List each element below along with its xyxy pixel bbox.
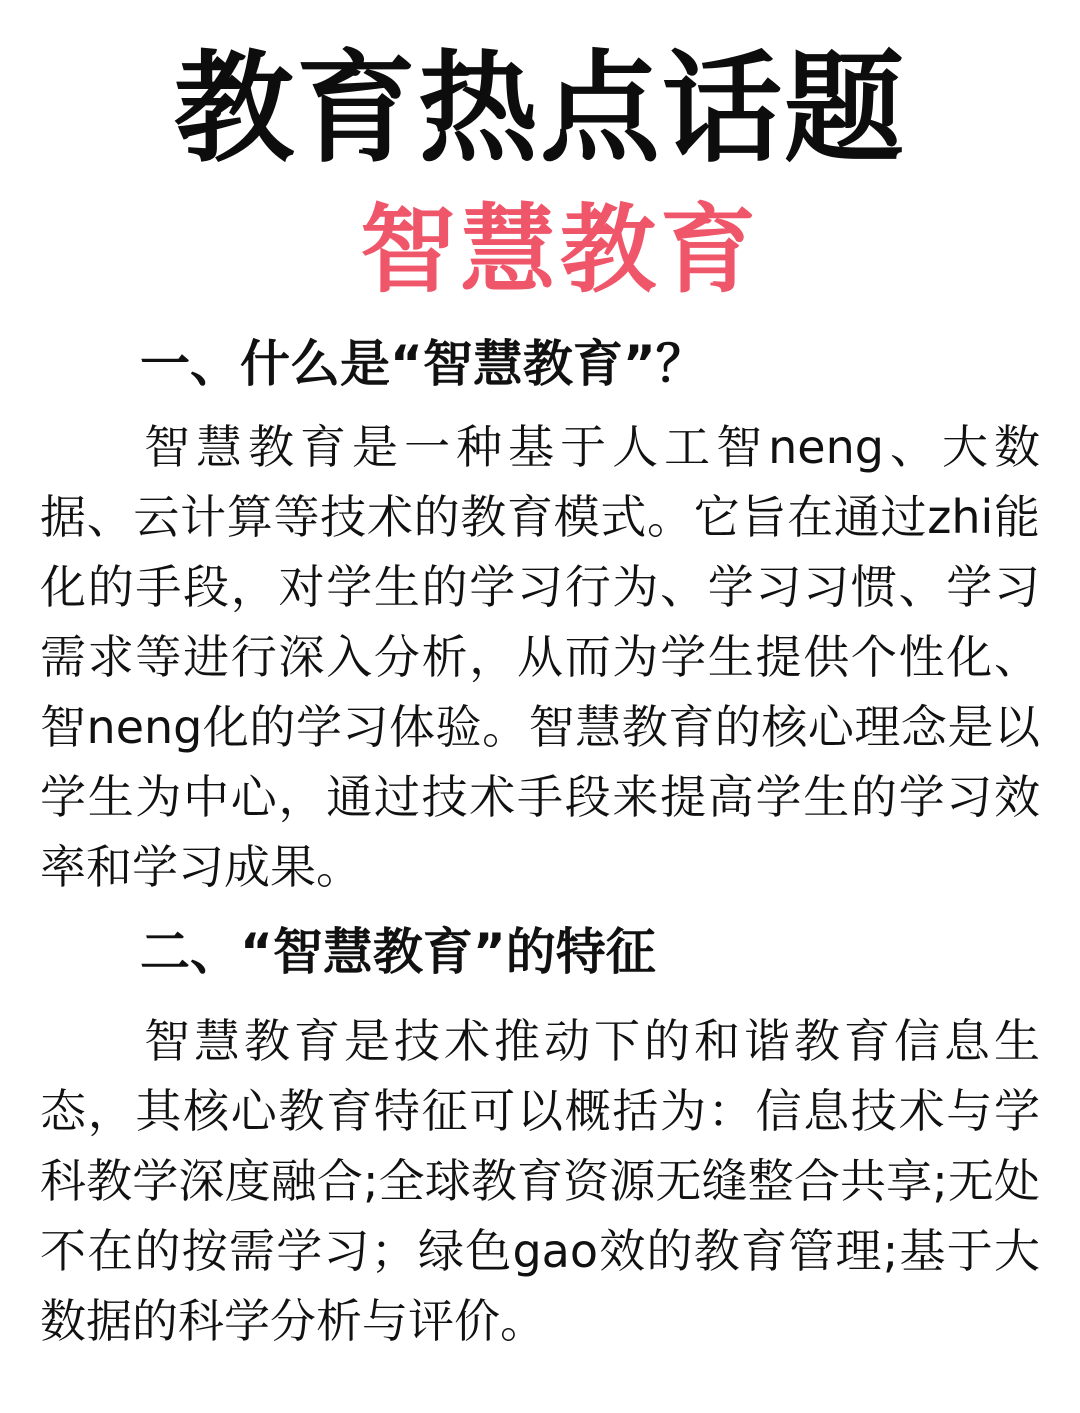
page-subtitle: 智慧教育 <box>360 194 760 306</box>
section-body-what-is: 智慧教育是一种基于人工智neng、大数据、云计算等技术的教育模式。它旨在通过zhi能化的手段，对学生的学习行为、学习习惯、学习需求等进行深入分析，从而为学生提供个性化、智neng化的学习体验。智慧教育的核心理念是以学生为中心，通过技术手段来提高学生的学习效率和学习成果。 <box>40 420 1040 894</box>
section-heading-features: 二、“智慧教育”的特征 <box>140 923 656 981</box>
section-heading-what-is: 一、什么是“智慧教育”？ <box>140 335 706 393</box>
section-body-features: 智慧教育是技术推动下的和谐教育信息生态，其核心教育特征可以概括为：信息技术与学科教学深度融合;全球教育资源无缝整合共享;无处不在的按需学习；绿色gao效的教育管理;基于大数据的科学分析与评价。 <box>40 1014 1040 1348</box>
page-title: 教育热点话题 <box>174 40 906 179</box>
